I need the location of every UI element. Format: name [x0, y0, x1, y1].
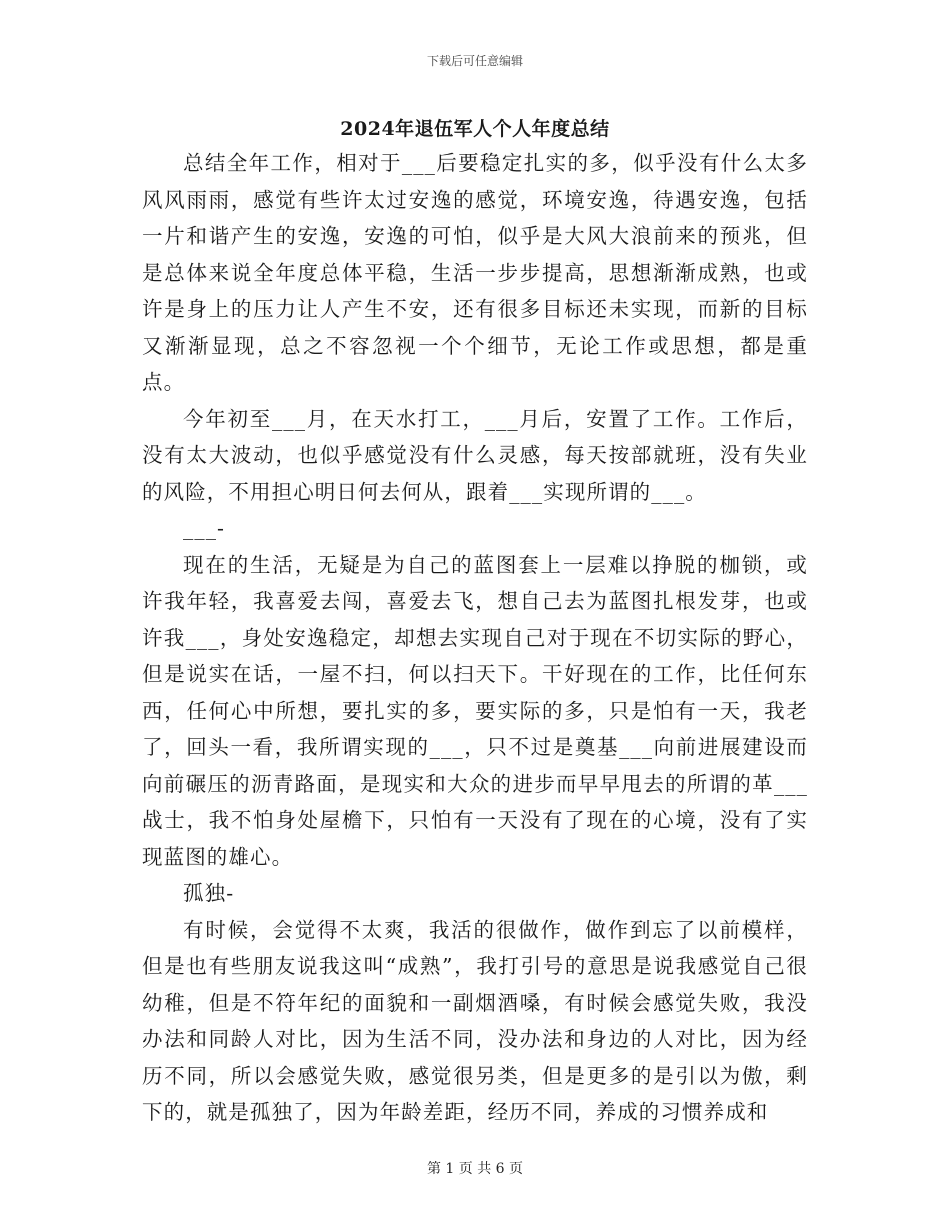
section-heading: ___- — [183, 516, 226, 540]
paragraph: 总结全年工作，相对于___后要稳定扎实的多，似乎没有什么太多风风雨雨，感觉有些许太过安逸的感觉，环境安逸，待遇安逸，包括一片和谐产生的安逸，安逸的可怕，似乎是大风大浪前来的预兆，但是总体来说全年度总体平稳，生活一步步提高，思想渐渐成熟，也或许是身上的压力让人产生不安，还有很多目标还未实现，而新的目标又渐渐显现，总之不容忽视一个个细节，无论工作或思想，都是重点。 — [142, 151, 808, 394]
document-body — [142, 145, 808, 1131]
paragraph: 今年初至___月，在天水打工，___月后，安置了工作。工作后，没有太大波动，也似乎感觉没有什么灵感，每天按部就班，没有失业的风险，不用担心明日何去何从，跟着___实现所谓的___。 — [142, 406, 808, 504]
paragraph: 现在的生活，无疑是为自己的蓝图套上一层难以挣脱的枷锁，或许我年轻，我喜爱去闯，喜爱去飞，想自己去为蓝图扎根发芽，也或许我___，身处安逸稳定，却想去实现自己对于现在不切实际的野心，但是说实在话，一屋不扫，何以扫天下。干好现在的工作，比任何东西，任何心中所想，要扎实的多，要实际的多，只是怕有一天，我老了，回头一看，我所谓实现的___，只不过是奠基___向前进展建设而向前碾压的沥青路面，是现实和大众的进步而早早甩去的所谓的革___战士，我不怕身处屋檐下，只怕有一天没有了现在的心境，没有了实现蓝图的雄心。 — [142, 552, 808, 869]
paragraph: 有时候，会觉得不太爽，我活的很做作，做作到忘了以前模样，但是也有些朋友说我这叫“成熟”，我打引号的意思是说我感觉自己很幼稚，但是不符年纪的面貌和一副烟酒嗓，有时候会感觉失败，我没办法和同龄人对比，因为生活不同，没办法和身边的人对比，因为经历不同，所以会感觉失败，感觉很另类，但是更多的是引以为傲，剩下的，就是孤独了，因为年龄差距，经历不同，养成的习惯养成和 — [142, 917, 808, 1124]
header-note: 下载后可任意编辑 — [426, 54, 523, 68]
section-heading: 孤独- — [183, 881, 235, 905]
page-number-footer: 第 1 页 共 6 页 — [426, 1161, 524, 1177]
document-title: 2024年退伍军人个人年度总结 — [340, 118, 610, 140]
